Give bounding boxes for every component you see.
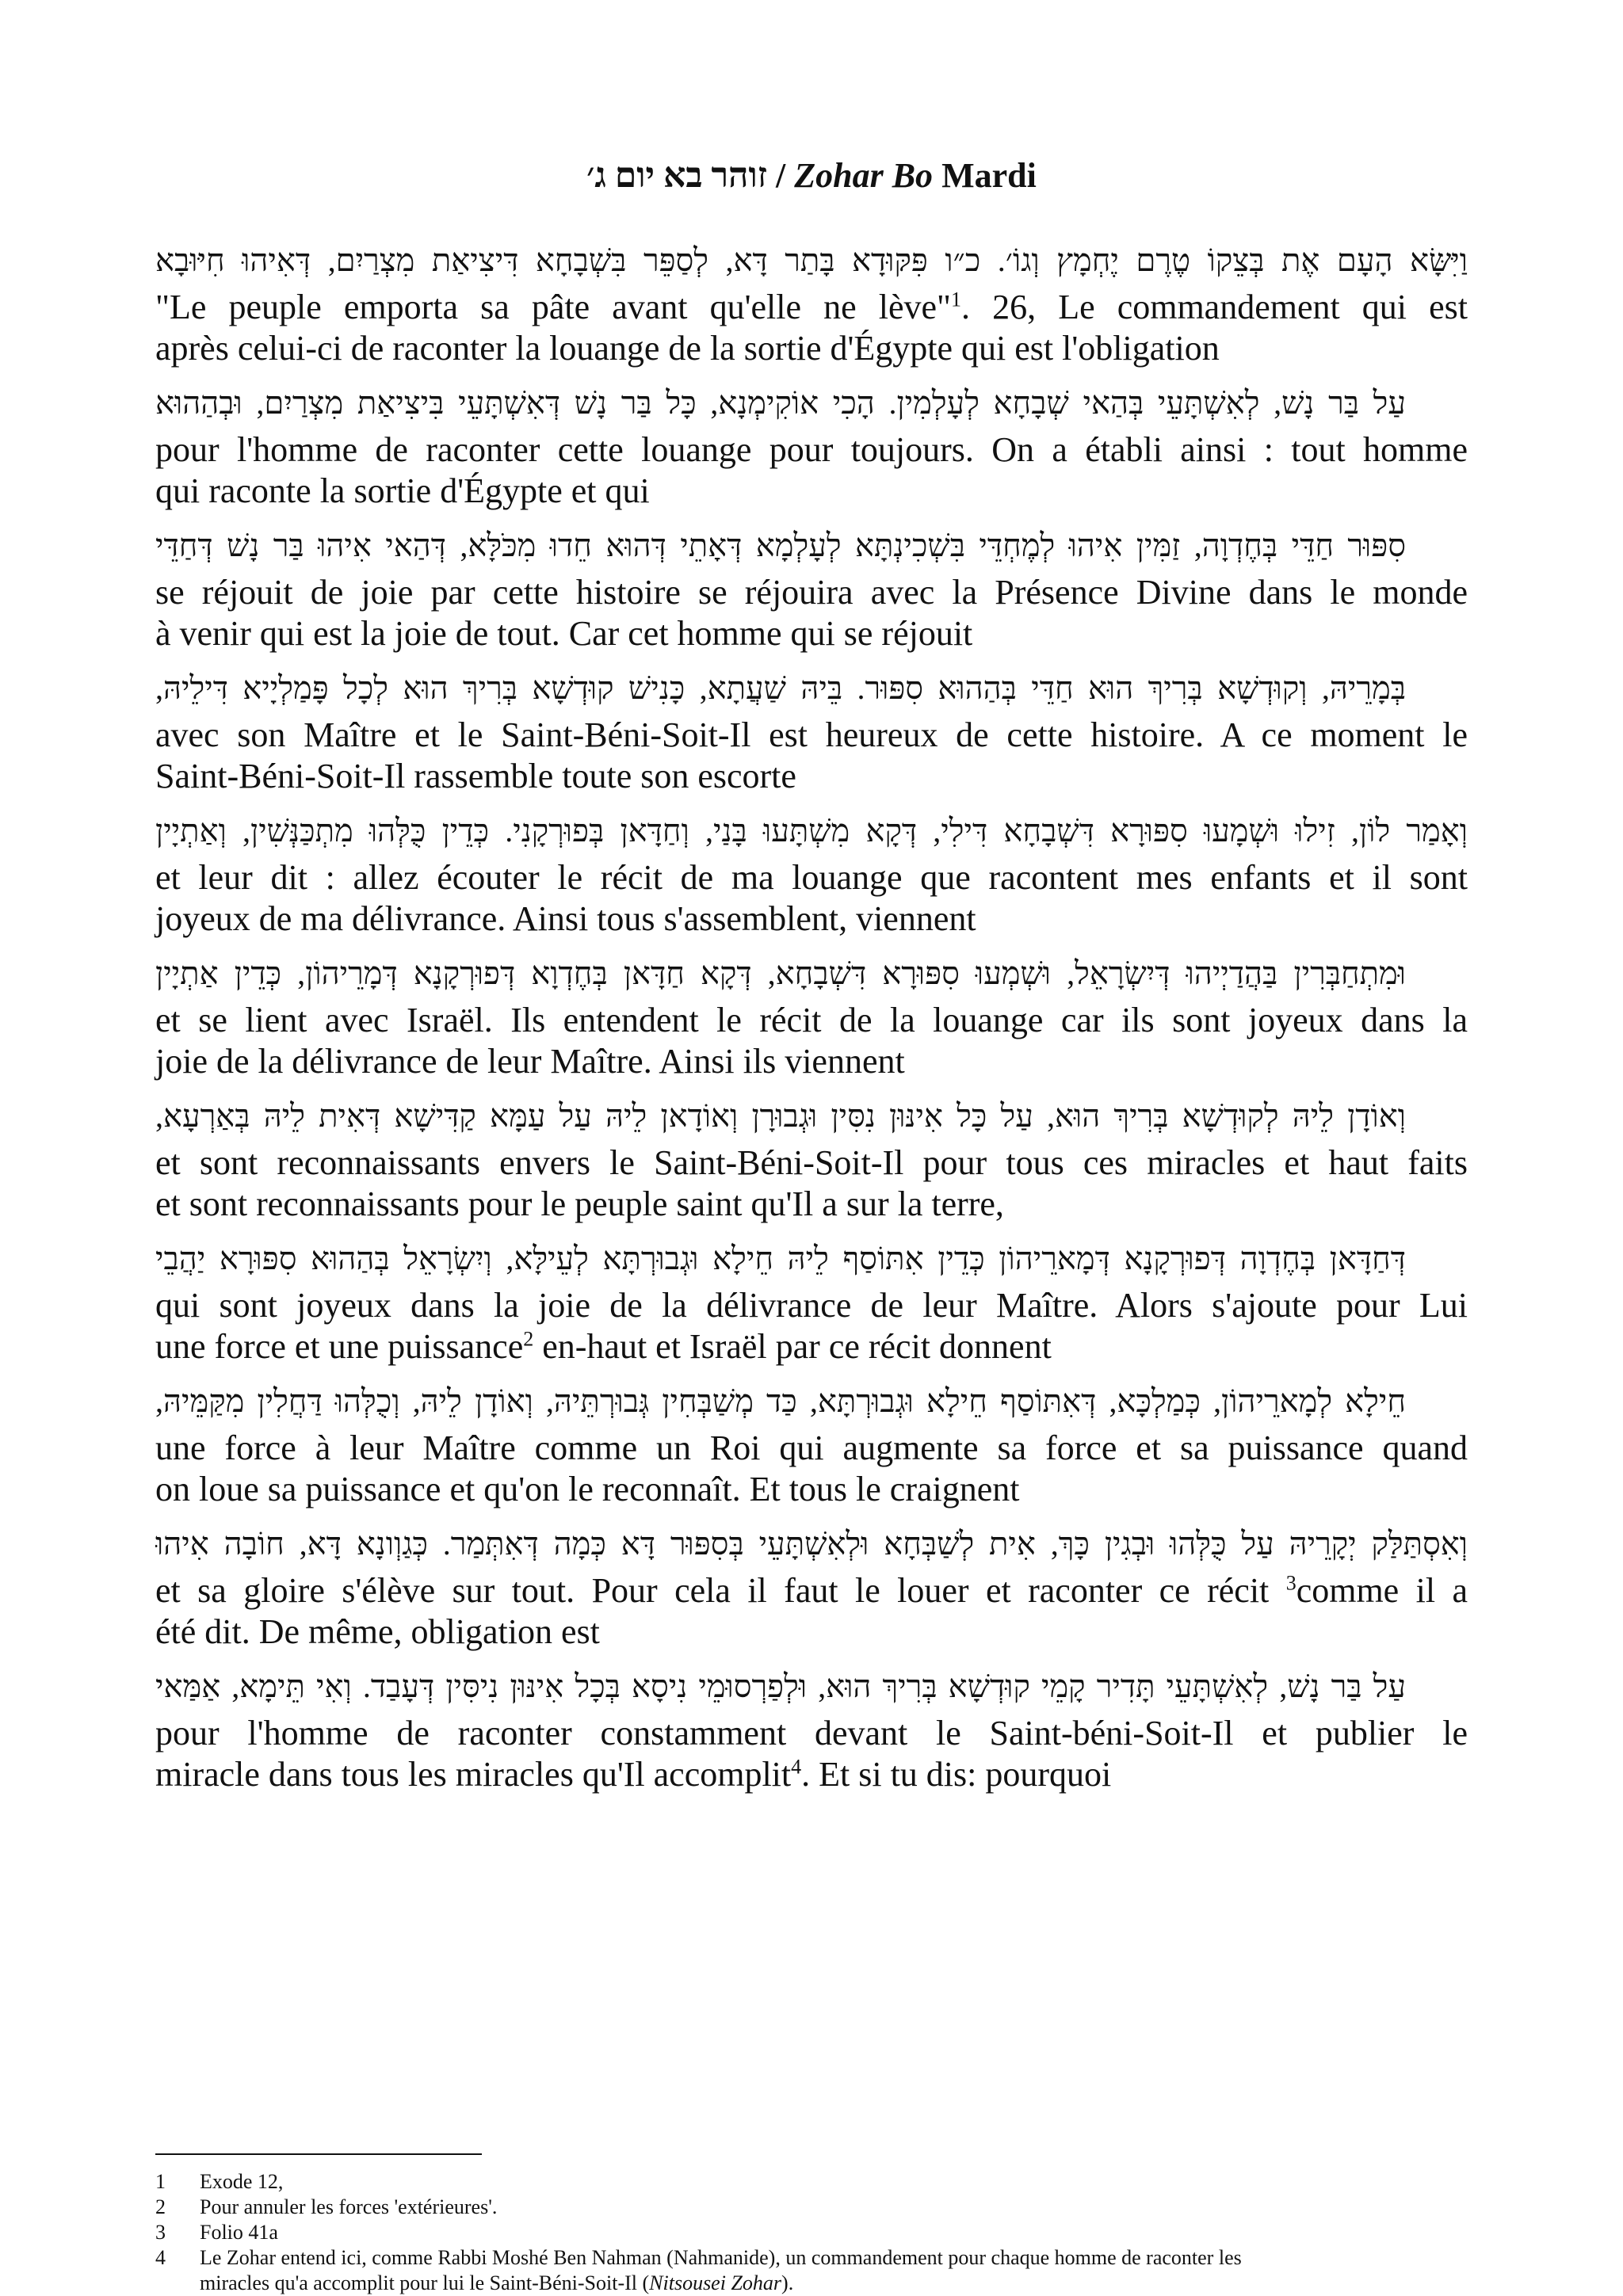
french-translation	[155, 1000, 1468, 1082]
french-line: et sa gloire s'élève sur tout. Pour cela il faut le louer et raconter ce récit	[155, 1571, 1286, 1610]
paragraph-block	[155, 524, 1468, 654]
french-line: pour l'homme de raconter cette louange pour toujours. On a établi ainsi : tout homme	[155, 430, 1468, 469]
french-line-tail: . 26, Le commandement qui est	[961, 288, 1468, 326]
footnotes	[155, 2169, 1468, 2296]
french-line: on loue sa puissance et qu'on le reconnaît. Et tous le craignent	[155, 1470, 1020, 1508]
footnote-number: 2	[155, 2195, 166, 2218]
french-line: et se lient avec Israël. Ils entendent le récit de la louange car ils sont joyeux dans la	[155, 1001, 1468, 1039]
hebrew-line: וְאִסְתַּלַּק יְקָרֵיהּ עַל כֻּלְּהוּ וּבְגִין כָּךְ, אִית לְשַׁבְּחָא וּלְאִשְׁתָּעֵי בְּסִפּוּר דָּא כְּמָה דְּאִתְּמַר. כְּגַוְונָא דָּא, חוֹבָה אִיהוּ	[155, 1526, 1468, 1562]
paragraph-block	[155, 667, 1468, 797]
footnote-text	[200, 2245, 1468, 2296]
french-line-tail: . Et si tu dis: pourquoi	[801, 1755, 1112, 1794]
hebrew-line: עַל בַּר נָשׁ, לְאִשְׁתָּעֵי תָּדִיר קָמֵי קוּדְשָׁא בְּרִיךְ הוּא, וּלְפַרְסוּמֵי נִיסָא בְּכָל אִינּוּן נִיסִּין דְּעָבַד. וְאִי תֵּימָא, אַמַּאי	[155, 1669, 1406, 1704]
french-translation	[155, 429, 1468, 512]
footnote-number: 1	[155, 2170, 166, 2193]
french-line: joyeux de ma délivrance. Ainsi tous s'assemblent, viennent	[155, 899, 976, 938]
footnote-text: Folio 41a	[200, 2221, 278, 2244]
hebrew-line: וְאָמַר לוֹן, זִילוּ וּשְׁמָעוּ סִפּוּרָא דִּשְׁבָחָא דִּילִי, דְּקָא מִשְׁתָּעוּ בָּנַי, וְחַדָּאן בְּפוּרְקָנִי. כְּדֵין כֻּלְּהוּ מִתְכַּנְּשִׁין, וְאַתְיָין	[155, 813, 1468, 849]
footnote-text: Exode 12,	[200, 2170, 284, 2193]
french-translation	[155, 1285, 1468, 1367]
footnote-text: Pour annuler les forces 'extérieures'.	[200, 2195, 498, 2218]
footnote-text-part: miracles qu'a accomplit pour lui le Saint-Béni-Soit-Il (	[200, 2271, 650, 2294]
main-text	[155, 239, 1468, 1808]
french-line: et leur dit : allez écouter le récit de ma louange que racontent mes enfants et il sont	[155, 858, 1468, 897]
footnote-item	[155, 2220, 1468, 2245]
footnote-item	[155, 2195, 1468, 2220]
french-line: qui raconte la sortie d'Égypte et qui	[155, 471, 650, 510]
paragraph-block	[155, 952, 1468, 1082]
hebrew-line: בְּמָרֵיהּ, וְקוּדְשָׁא בְּרִיךְ הוּא חַדֵּי בְּהַהוּא סִפּוּר. בֵּיהּ שַׁעֲתָא, כָּנִישׁ קוּדְשָׁא בְּרִיךְ הוּא לְכָל פָּמַלְיָיא דִּילֵיהּ,	[155, 670, 1406, 706]
title-day: Mardi	[933, 156, 1037, 195]
french-translation	[155, 857, 1468, 940]
footnote-text-line	[200, 2271, 1468, 2296]
footnote-ref[interactable]: 4	[791, 1755, 802, 1779]
french-translation	[155, 1142, 1468, 1225]
footnote-source-title: Nitsousei Zohar	[649, 2271, 782, 2294]
paragraph-block	[155, 382, 1468, 512]
title-latin: Zohar Bo	[794, 156, 934, 195]
french-line: une force à leur Maître comme un Roi qui augmente sa force et sa puissance quand	[155, 1428, 1468, 1467]
french-line: et sont reconnaissants envers le Saint-Béni-Soit-Il pour tous ces miracles et haut faits	[155, 1143, 1468, 1182]
french-line: à venir qui est la joie de tout. Car cet homme qui se réjouit	[155, 614, 973, 653]
french-translation	[155, 1713, 1468, 1795]
french-line: Saint-Béni-Soit-Il rassemble toute son escorte	[155, 757, 796, 795]
footnote-number: 4	[155, 2246, 166, 2269]
paragraph-block	[155, 1238, 1468, 1367]
french-line: miracle dans tous les miracles qu'Il accomplit	[155, 1755, 792, 1794]
french-line: une force et une puissance	[155, 1327, 524, 1366]
french-translation	[155, 287, 1468, 369]
french-line: joie de la délivrance de leur Maître. Ainsi ils viennent	[155, 1042, 905, 1081]
paragraph-block	[155, 1665, 1468, 1795]
footnote-item	[155, 2169, 1468, 2195]
title-hebrew: זוהר בא יום ג׳	[586, 156, 767, 195]
hebrew-line: סִפּוּר חַדֵּי בְּחֶדְוָה, זַמִּין אִיהוּ לְמֶחְדֵּי בִּשְׁכִינְתָּא לְעָלְמָא דְּאָתֵי דְּהוּא חֵדוּ מִכֹּלָּא, דְּהַאי אִיהוּ בַּר נָשׁ דְּחַדֵּי	[155, 528, 1406, 563]
french-translation	[155, 572, 1468, 654]
french-line-tail: en-haut et Israël par ce récit donnent	[533, 1327, 1052, 1366]
french-translation	[155, 1570, 1468, 1653]
title-separator: /	[767, 156, 795, 195]
footnote-item	[155, 2245, 1468, 2296]
hebrew-line: דְּחַדָּאן בְּחֶדְוָה דְּפוּרְקָנָא דְּמָארֵיהוֹן כְּדֵין אִתּוֹסַף לֵיהּ חֵילָא וּגְבוּרְתָּא לְעֵילָּא, וְיִשְׂרָאֵל בְּהַהוּא סִפּוּרָא יַהֲבֵי	[155, 1241, 1406, 1276]
paragraph-block	[155, 1380, 1468, 1510]
french-line: et sont reconnaissants pour le peuple saint qu'Il a sur la terre,	[155, 1184, 1004, 1223]
footnote-text-line: Le Zohar entend ici, comme Rabbi Moshé Ben Nahman (Nahmanide), un commandement pour chaque homme de raconter les	[200, 2246, 1242, 2269]
hebrew-line: חֵילָא לְמָארֵיהוֹן, כְּמַלְכָּא, דְּאִתּוֹסַף חֵילָא וּגְבוּרְתָּא, כַּד מְשַׁבְּחִין גְּבוּרְתֵּיהּ, וְאוֹדָן לֵיהּ, וְכֻלְּהוּ דַּחֲלִין מִקַּמֵּיהּ,	[155, 1383, 1406, 1419]
french-line: après celui-ci de raconter la louange de la sortie d'Égypte qui est l'obligation	[155, 329, 1220, 368]
hebrew-line: עַל בַּר נָשׁ, לְאִשְׁתָּעֵי בְּהַאי שְׁבָחָא לְעָלְמִין. הָכִי אוֹקִימְנָא, כָּל בַּר נָשׁ דְּאִשְׁתָּעֵי בִּיצִיאַת מִצְרַיִם, וּבְהַהוּא	[155, 385, 1406, 421]
footnote-ref[interactable]: 2	[523, 1327, 534, 1351]
paragraph-block	[155, 1523, 1468, 1653]
footnote-ref[interactable]: 3	[1285, 1571, 1296, 1595]
french-line: pour l'homme de raconter constamment devant le Saint-béni-Soit-Il et publier le	[155, 1714, 1468, 1753]
french-line: "Le peuple emporta sa pâte avant qu'elle ne lève"	[155, 288, 951, 326]
page-title	[0, 155, 1623, 196]
hebrew-line: וְאוֹדָן לֵיהּ לְקוּדְשָׁא בְּרִיךְ הוּא, עַל כָּל אִינּוּן נִסִּין וּגְבוּרָן וְאוֹדָאן לֵיהּ עַל עַמָּא קַדִּישָׁא דְּאִית לֵיהּ בְּאַרְעָא,	[155, 1098, 1406, 1134]
french-line-tail: comme il a	[1296, 1571, 1468, 1610]
paragraph-block	[155, 810, 1468, 940]
footnote-number: 3	[155, 2221, 166, 2244]
french-translation	[155, 1428, 1468, 1510]
hebrew-line: וַיִּשָּׂא הָעָם אֶת בְּצֵקוֹ טֶרֶם יֶחְמָץ וְגוֹ׳. כ״ו פִּקּוּדָא בָּתַר דָּא, לְסַפֵּר בִּשְׁבָחָא דִּיצִיאַת מִצְרַיִם, דְּאִיהוּ חִיּוּבָא	[155, 242, 1468, 278]
hebrew-line: וּמִתְחַבְּרִין בַּהֲדַיְיהוּ דְּיִשְׂרָאֵל, וּשְׁמְעוּ סִפּוּרָא דִּשְׁבָחָא, דְּקָא חַדָּאן בְּחֶדְוָא דְּפוּרְקָנָא דְּמָרֵיהוֹן, כְּדֵין אַתְיָין	[155, 955, 1406, 991]
paragraph-block	[155, 239, 1468, 369]
french-line: avec son Maître et le Saint-Béni-Soit-Il est heureux de cette histoire. A ce moment le	[155, 715, 1468, 754]
french-line: se réjouit de joie par cette histoire se réjouira avec la Présence Divine dans le monde	[155, 573, 1468, 612]
footnote-ref[interactable]: 1	[951, 288, 961, 311]
footnote-text-part: ).	[781, 2271, 794, 2294]
french-line: été dit. De même, obligation est	[155, 1612, 600, 1651]
footnote-divider	[155, 2153, 482, 2155]
french-line: qui sont joyeux dans la joie de la délivrance de leur Maître. Alors s'ajoute pour Lui	[155, 1286, 1468, 1325]
french-translation	[155, 715, 1468, 797]
paragraph-block	[155, 1095, 1468, 1225]
